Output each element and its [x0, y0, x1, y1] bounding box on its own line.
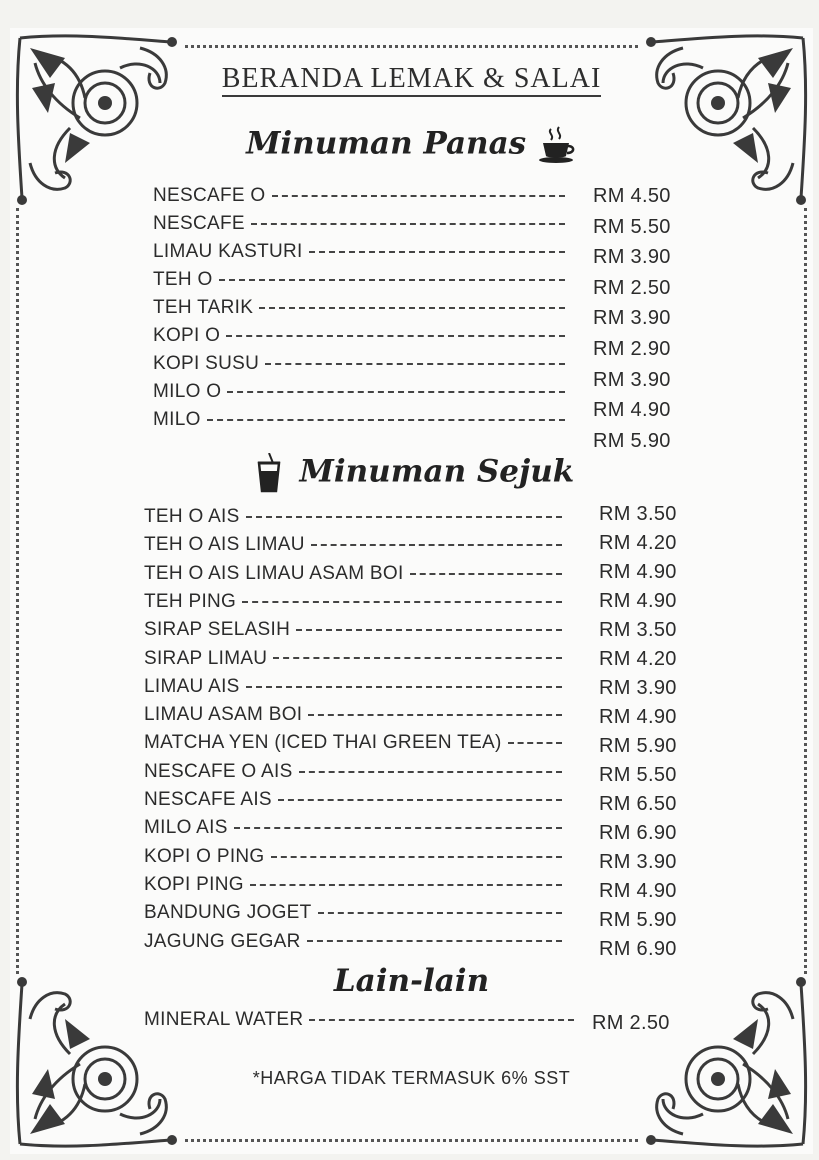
leader-dashes — [242, 601, 562, 603]
section-heading-cold-text: Minuman Sejuk — [299, 453, 575, 490]
menu-item — [144, 506, 562, 528]
menu-item-price: RM 5.50 — [593, 215, 671, 238]
menu-item-price: RM 4.50 — [593, 185, 671, 207]
menu-item — [153, 325, 565, 347]
menu-item — [153, 185, 565, 207]
menu-item — [144, 591, 562, 613]
menu-item — [144, 534, 562, 556]
leader-dashes — [311, 544, 562, 546]
menu-item-price: RM 4.20 — [599, 532, 677, 554]
leader-dashes — [308, 714, 562, 716]
section-heading-other — [10, 963, 813, 999]
dotted-border-right — [804, 208, 807, 974]
menu-item — [153, 269, 565, 291]
menu-page — [10, 28, 813, 1154]
section-heading-hot — [10, 125, 813, 165]
menu-item-price: RM 4.90 — [599, 590, 677, 612]
menu-item-price: RM 2.50 — [593, 276, 671, 299]
menu-item-name: TEH O AIS LIMAU ASAM BOI — [144, 562, 404, 584]
menu-item — [144, 846, 562, 868]
menu-item-name: LIMAU ASAM BOI — [144, 704, 303, 726]
menu-item-name: SIRAP SELASIH — [144, 619, 291, 641]
menu-item-price: RM 4.90 — [599, 706, 677, 728]
menu-item — [144, 648, 562, 670]
menu-item-price: RM 3.50 — [599, 503, 677, 525]
menu-item-name: MILO AIS — [144, 817, 228, 839]
menu-item — [144, 1009, 574, 1031]
leader-dashes — [410, 573, 562, 575]
menu-title — [10, 63, 813, 95]
menu-item-name: LIMAU KASTURI — [153, 241, 303, 262]
leader-dashes — [219, 279, 565, 281]
menu-item — [153, 297, 565, 319]
menu-item — [144, 619, 562, 641]
coffee-cup-icon — [537, 125, 577, 165]
menu-item — [153, 381, 565, 403]
menu-item-name: LIMAU AIS — [144, 675, 240, 697]
menu-item-name: SIRAP LIMAU — [144, 647, 268, 669]
menu-item-price: RM 5.90 — [593, 429, 671, 452]
menu-item-name: NESCAFE O — [153, 185, 266, 206]
menu-item-price: RM 3.50 — [599, 619, 677, 641]
leader-dashes — [296, 629, 562, 631]
menu-item — [144, 676, 562, 698]
menu-item — [144, 704, 562, 726]
corner-ornament-icon — [638, 974, 813, 1154]
menu-item-price: RM 4.90 — [593, 399, 671, 422]
leader-dashes — [299, 771, 562, 773]
corner-ornament-icon — [638, 28, 813, 208]
leader-dashes — [307, 940, 562, 942]
menu-item-name: TEH O — [153, 269, 213, 290]
menu-item-price: RM 5.50 — [599, 764, 677, 786]
menu-item-price: RM 3.90 — [593, 246, 671, 269]
menu-item-price: RM 6.90 — [599, 822, 677, 844]
menu-item-name: MINERAL WATER — [144, 1009, 304, 1030]
corner-ornament-icon — [10, 974, 185, 1154]
menu-item-name: KOPI O PING — [144, 845, 265, 867]
menu-item — [144, 874, 562, 896]
menu-item-name: KOPI PING — [144, 873, 244, 895]
leader-dashes — [259, 307, 565, 309]
section-heading-cold — [10, 453, 813, 493]
menu-item-price: RM 3.90 — [593, 307, 671, 330]
menu-item-name: KOPI SUSU — [153, 353, 260, 374]
corner-ornament-icon — [10, 28, 185, 208]
menu-item-name: NESCAFE — [153, 213, 245, 234]
menu-item-price: RM 5.90 — [599, 909, 677, 931]
leader-dashes — [226, 335, 565, 337]
leader-dashes — [227, 391, 565, 393]
menu-item-price: RM 3.90 — [593, 368, 671, 391]
leader-dashes — [278, 799, 562, 801]
menu-item-name: KOPI O — [153, 325, 221, 346]
menu-item — [153, 241, 565, 263]
menu-item — [144, 902, 562, 924]
leader-dashes — [272, 195, 565, 197]
menu-item — [144, 789, 562, 811]
dotted-border-top — [185, 45, 638, 48]
menu-item-price: RM 2.50 — [592, 1012, 670, 1034]
menu-item — [144, 732, 562, 754]
menu-item-price: RM 6.90 — [599, 938, 677, 960]
menu-item-price: RM 2.90 — [593, 338, 671, 360]
menu-item-price: RM 4.90 — [599, 880, 677, 902]
menu-item — [153, 409, 565, 431]
menu-item-price: RM 3.90 — [599, 677, 677, 699]
menu-item — [153, 353, 565, 375]
leader-dashes — [271, 856, 562, 858]
leader-dashes — [234, 827, 562, 829]
section-heading-hot-text: Minuman Panas — [246, 125, 527, 162]
dotted-border-left — [16, 208, 19, 974]
section-heading-other-text: Lain-lain — [333, 963, 490, 999]
leader-dashes — [246, 686, 562, 688]
leader-dashes — [309, 1019, 574, 1021]
menu-item — [144, 761, 562, 783]
menu-item — [144, 563, 562, 585]
menu-item-name: BANDUNG JOGET — [144, 902, 312, 924]
menu-item-name: JAGUNG GEGAR — [144, 930, 301, 952]
tax-note: *HARGA TIDAK TERMASUK 6% SST — [252, 1068, 571, 1088]
menu-item-name: MILO O — [153, 381, 222, 402]
leader-dashes — [318, 912, 562, 914]
menu-item — [144, 817, 562, 839]
menu-item-name: MILO — [153, 409, 201, 430]
menu-item-price: RM 4.90 — [599, 561, 677, 583]
menu-item — [144, 931, 562, 953]
menu-item-name: NESCAFE O AIS — [144, 760, 293, 782]
menu-item-price: RM 3.90 — [599, 851, 677, 873]
dotted-border-bottom — [185, 1139, 638, 1142]
leader-dashes — [273, 657, 562, 659]
menu-item-name: MATCHA YEN (ICED THAI GREEN TEA) — [144, 732, 502, 754]
menu-item-name: TEH TARIK — [153, 297, 254, 318]
menu-item-price: RM 6.50 — [599, 793, 677, 815]
menu-item-name: TEH O AIS LIMAU — [144, 534, 305, 556]
menu-item-name: TEH PING — [144, 590, 237, 612]
menu-item-name: TEH O AIS — [144, 506, 240, 527]
menu-item-name: NESCAFE AIS — [144, 789, 272, 810]
menu-title-text: BERANDA LEMAK & SALAI — [222, 63, 602, 97]
menu-item-price: RM 4.20 — [599, 648, 677, 670]
leader-dashes — [251, 223, 565, 225]
leader-dashes — [246, 516, 562, 518]
leader-dashes — [265, 363, 565, 365]
leader-dashes — [508, 742, 562, 744]
menu-item — [153, 213, 565, 235]
leader-dashes — [309, 251, 565, 253]
leader-dashes — [250, 884, 562, 886]
menu-item-price: RM 5.90 — [599, 735, 677, 757]
iced-drink-icon — [249, 453, 289, 493]
leader-dashes — [207, 419, 565, 421]
